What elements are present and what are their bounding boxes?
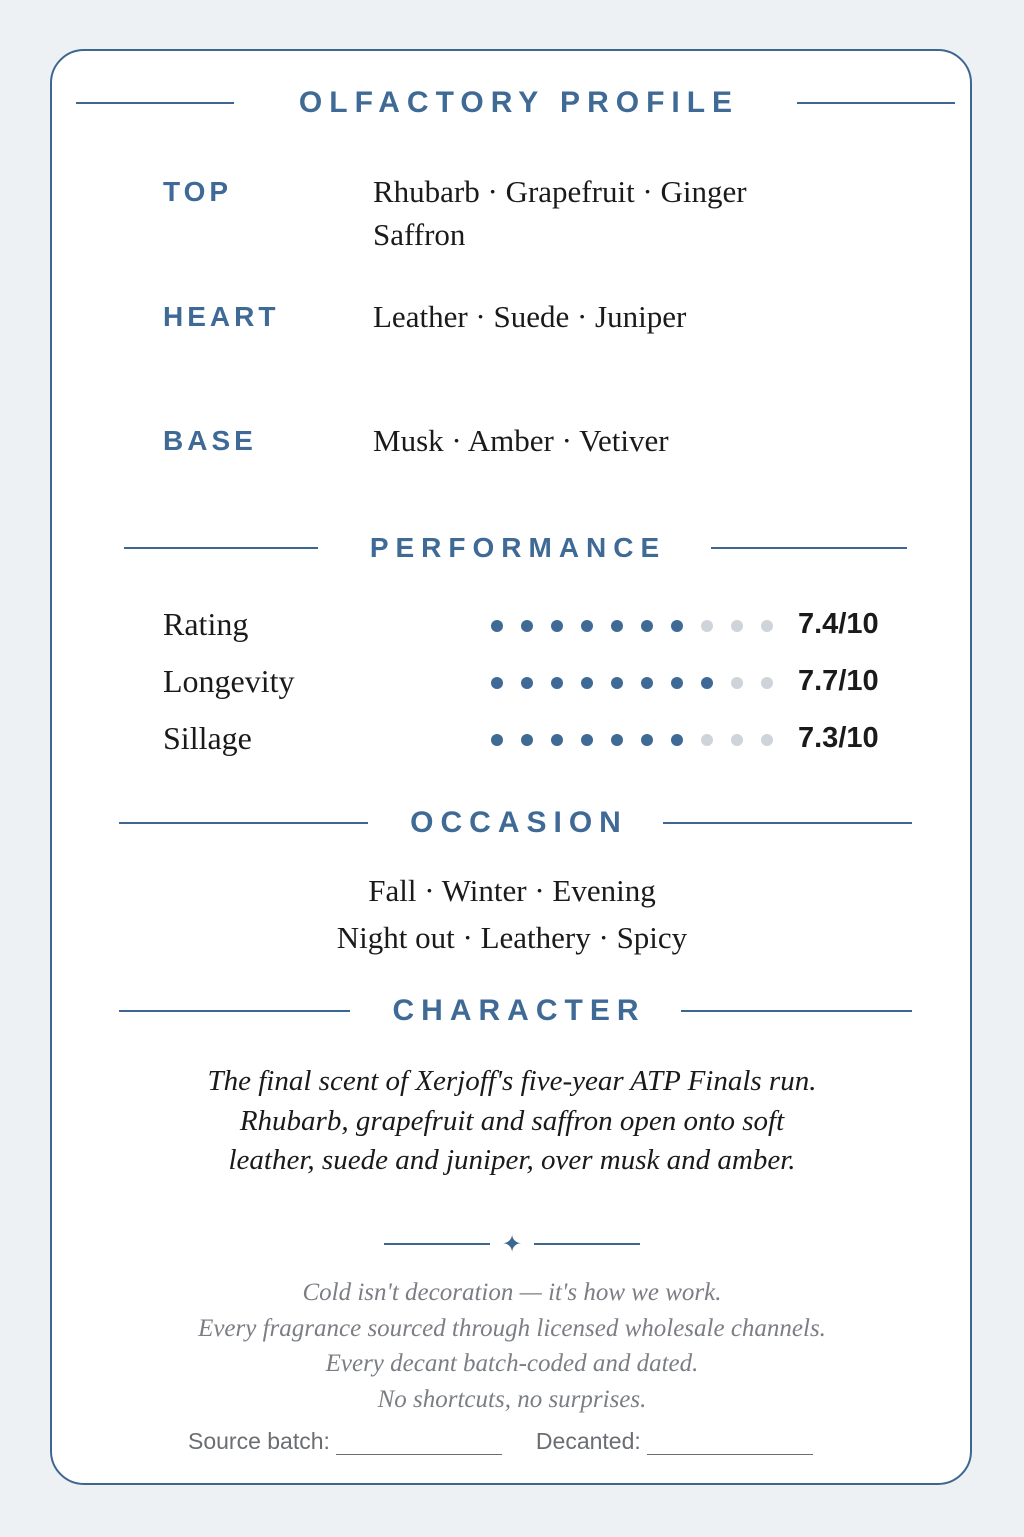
note-label-base: BASE <box>163 425 257 456</box>
perf-label-sillage: Sillage <box>163 720 252 756</box>
batch-fields <box>188 1428 813 1455</box>
filled-dot <box>491 620 503 632</box>
note-line: Leather · Suede · Juniper <box>373 299 687 334</box>
note-line: Musk · Amber · Vetiver <box>373 423 669 458</box>
note-value-base <box>373 419 669 462</box>
source-batch-label: Source batch: <box>188 1428 330 1454</box>
performance-title: PERFORMANCE <box>369 532 667 563</box>
profile-card <box>50 49 972 1485</box>
empty-dot <box>701 620 713 632</box>
sillage-dots <box>491 734 791 746</box>
empty-dot <box>761 620 773 632</box>
sillage-score: 7.3/10 <box>798 722 879 754</box>
filled-dot <box>671 677 683 689</box>
note-line: Saffron <box>373 217 466 252</box>
sparkle-icon: ✦ <box>501 1230 523 1258</box>
filled-dot <box>491 677 503 689</box>
rating-dots <box>491 620 791 632</box>
note-value-heart <box>373 295 686 338</box>
olfactory-title: OLFACTORY PROFILE <box>298 86 740 119</box>
empty-dot <box>761 677 773 689</box>
character-line: Rhubarb, grapefruit and saffron open onto soft <box>239 1104 785 1137</box>
filled-dot <box>491 734 503 746</box>
longevity-score: 7.7/10 <box>798 665 879 697</box>
filled-dot <box>521 677 533 689</box>
filled-dot <box>551 677 563 689</box>
filled-dot <box>611 677 623 689</box>
filled-dot <box>641 620 653 632</box>
empty-dot <box>731 620 743 632</box>
character-header <box>119 994 912 1028</box>
filled-dot <box>521 734 533 746</box>
note-label-heart: HEART <box>163 301 280 332</box>
character-line: The final scent of Xerjoff's five-year ATP Finals run. <box>207 1065 817 1097</box>
occasion-line-2: Night out · Leathery · Spicy <box>336 920 688 955</box>
occasion-line-1: Fall · Winter · Evening <box>368 873 656 908</box>
decanted-blank <box>647 1432 813 1455</box>
filled-dot <box>581 677 593 689</box>
footer-line: No shortcuts, no surprises. <box>377 1385 647 1413</box>
olfactory-header <box>76 86 955 120</box>
empty-dot <box>731 677 743 689</box>
longevity-dots <box>491 677 791 689</box>
empty-dot <box>761 734 773 746</box>
character-title: CHARACTER <box>392 994 646 1027</box>
empty-dot <box>731 734 743 746</box>
note-value-top <box>373 170 747 256</box>
performance-header <box>124 532 907 564</box>
rating-score: 7.4/10 <box>798 608 879 640</box>
character-description <box>0 1062 1024 1181</box>
filled-dot <box>641 677 653 689</box>
filled-dot <box>671 734 683 746</box>
footer-line: Every fragrance sourced through licensed wholesale channels. <box>198 1314 826 1342</box>
filled-dot <box>551 620 563 632</box>
ornament-divider <box>384 1230 640 1258</box>
filled-dot <box>701 677 713 689</box>
decanted-label: Decanted: <box>535 1428 641 1454</box>
footer-line: Every decant batch-coded and dated. <box>325 1350 699 1377</box>
filled-dot <box>581 734 593 746</box>
source-batch-blank <box>336 1432 502 1455</box>
footer-line: Cold isn't decoration — it's how we work. <box>302 1279 722 1306</box>
note-line: Rhubarb · Grapefruit · Ginger <box>373 174 747 209</box>
filled-dot <box>551 734 563 746</box>
filled-dot <box>521 620 533 632</box>
perf-label-longevity: Longevity <box>163 663 295 699</box>
footer-statement <box>0 1275 1024 1417</box>
filled-dot <box>641 734 653 746</box>
filled-dot <box>581 620 593 632</box>
occasion-title: OCCASION <box>410 806 628 839</box>
filled-dot <box>671 620 683 632</box>
filled-dot <box>611 620 623 632</box>
character-line: leather, suede and juniper, over musk and amber. <box>228 1144 796 1176</box>
empty-dot <box>701 734 713 746</box>
filled-dot <box>611 734 623 746</box>
occasion-header <box>119 806 912 840</box>
perf-label-rating: Rating <box>163 606 249 642</box>
note-label-top: TOP <box>163 176 233 207</box>
